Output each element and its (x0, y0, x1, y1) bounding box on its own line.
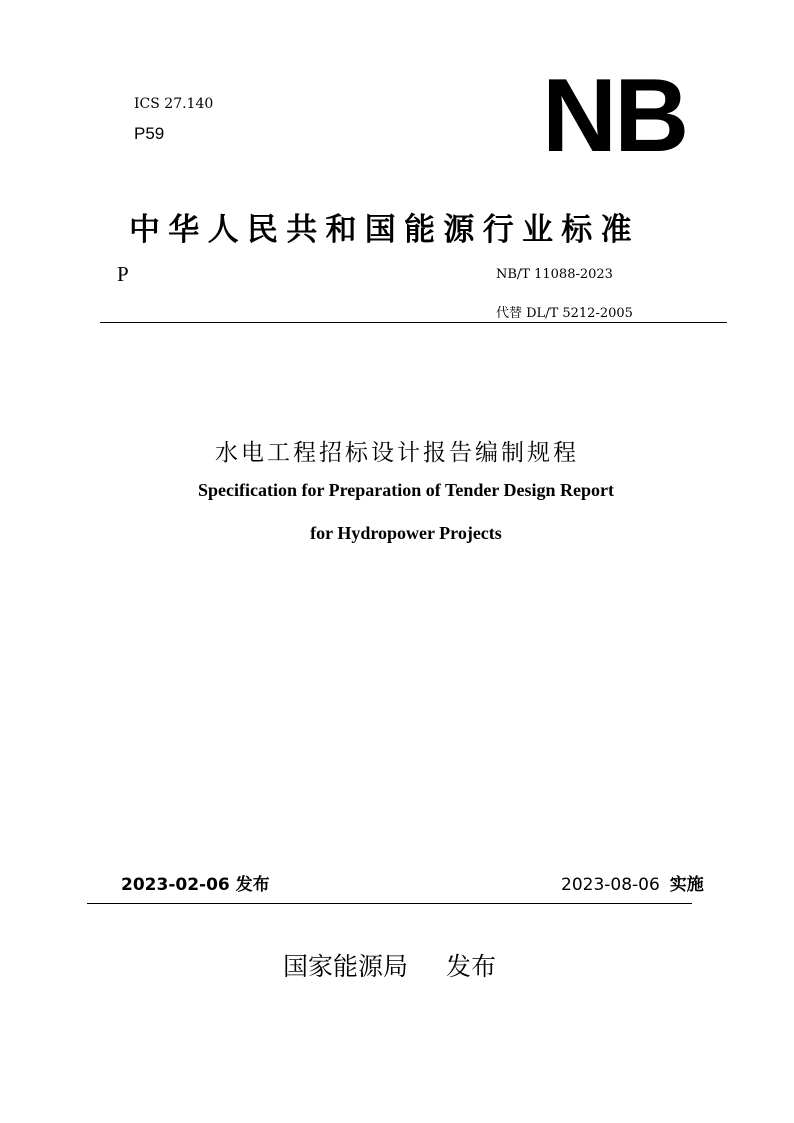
implementation-date-value: 2023-08-06 (561, 875, 660, 895)
issuer-action: 发布 (446, 952, 497, 981)
footer-divider (87, 903, 692, 904)
header-divider (100, 322, 727, 323)
ics-code: ICS 27.140 (134, 96, 214, 112)
document-title-chinese: 水电工程招标设计报告编制规程 (215, 440, 579, 466)
issuer (283, 947, 496, 983)
issuer-name: 国家能源局 (283, 952, 409, 981)
document-title-english-line2: for Hydropower Projects (310, 523, 502, 543)
ccs-code: P59 (134, 124, 165, 143)
issue-date: 2023-02-06 发布 (121, 875, 270, 895)
document-title-english-line1: Specification for Preparation of Tender Design Report (198, 480, 614, 500)
implementation-label: 实施 (669, 875, 704, 895)
category-mark: P (117, 262, 129, 286)
standard-number: NB/T 11088-2023 (496, 267, 613, 282)
implementation-date (561, 870, 704, 895)
replaces-standard: 代替 DL/T 5212-2005 (496, 306, 633, 321)
nb-logo: NB (542, 58, 687, 174)
industry-standard-title: 中华人民共和国能源行业标准 (129, 212, 640, 248)
